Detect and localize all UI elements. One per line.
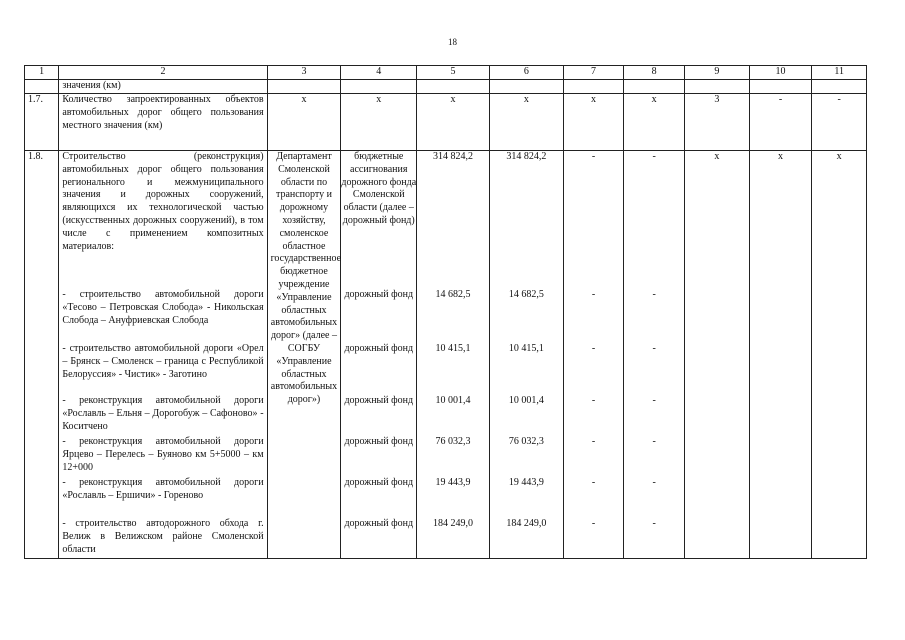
amount-value: 76 032,3 (435, 436, 471, 447)
cell-value: х (684, 151, 749, 559)
amount-total: 314 824,2 (506, 151, 547, 162)
funding-source-item: дорожный фонд (344, 436, 414, 447)
amount-value: - (591, 343, 596, 354)
amount-total: - (652, 151, 656, 162)
column-number: 3 (267, 66, 341, 80)
cell-value: - (812, 94, 867, 151)
subitem-description: - строительство автомобильной дороги «Орел – Брянск – Смоленск – граница с Республикой Белоруссия» - Чистик» - Заготино (62, 343, 264, 380)
table-row (25, 94, 867, 151)
amount-value: 19 443,9 (435, 477, 471, 488)
cell-value: х (267, 94, 341, 151)
amount-value: - (591, 518, 596, 529)
cell-value: х (563, 94, 624, 151)
executor: Департамент Смоленской области по транспорту и дорожному хозяйству, смоленское областное государственное бюджетное учреждение «Управление областных автомобильных дорог» (далее – СОГБУ «Управление областных автомобильных дорог») (267, 151, 341, 559)
column-number: 9 (684, 66, 749, 80)
funding-source-item: дорожный фонд (344, 477, 414, 488)
amount-value: 184 249,0 (506, 518, 547, 529)
amount-value: - (591, 477, 596, 488)
amount-total: 314 824,2 (433, 151, 474, 162)
amount-value: 14 682,5 (435, 289, 471, 300)
amount-value: - (652, 395, 656, 406)
row-description: Количество запроектированных объектов автомобильных дорог общего пользования местного значения (км) (59, 94, 267, 151)
subitem-description: - строительство автомобильной дороги «Тесово – Петровская Слобода» - Никольская Слобода – Ануфриевская Слобода (62, 289, 264, 326)
column-number: 2 (59, 66, 267, 80)
column-number: 8 (624, 66, 685, 80)
amount-value: 184 249,0 (433, 518, 474, 529)
amount-col8 (624, 151, 685, 559)
amount-value: 10 001,4 (508, 395, 544, 406)
funding-source-main: бюджетные ассигнования дорожного фонда Смоленской области (далее – дорожный фонд) (341, 151, 417, 226)
funding-source-item: дорожный фонд (344, 395, 414, 406)
amount-value: - (652, 343, 656, 354)
page-number: 18 (448, 37, 457, 47)
cell-value: х (624, 94, 685, 151)
amount-value: - (652, 436, 656, 447)
amount-value: 14 682,5 (508, 289, 544, 300)
subitem-description: - реконструкция автомобильной дороги «Рославль – Ершичи» - Гореново (62, 477, 264, 501)
amount-value: - (591, 289, 596, 300)
table-row (25, 151, 867, 559)
cell-value: х (489, 94, 563, 151)
row-number: 1.7. (25, 94, 59, 151)
funding-source (341, 151, 417, 559)
amount-value: 76 032,3 (508, 436, 544, 447)
column-number: 10 (749, 66, 812, 80)
subitem-description: - реконструкция автомобильной дороги «Рославль – Ельня – Дорогобуж – Сафоново» - Коситчено (62, 395, 264, 432)
amount-value: - (591, 395, 596, 406)
column-number: 11 (812, 66, 867, 80)
main-description: Строительство (реконструкция) автомобильных дорог общего пользования регионального и межмуниципального значения и дорожных сооружений, являющихся их технологической частью (искусственных дорожных сооружений), в том числе с применением композитных материалов: (62, 151, 264, 252)
program-table (24, 65, 867, 559)
column-number: 6 (489, 66, 563, 80)
column-number: 1 (25, 66, 59, 80)
row-number: 1.8. (25, 151, 59, 559)
cell-value: х (341, 94, 417, 151)
amount-col6 (489, 151, 563, 559)
amount-value: - (652, 477, 656, 488)
amount-value: 10 001,4 (435, 395, 471, 406)
amount-value: 19 443,9 (508, 477, 544, 488)
continued-text: значения (км) (59, 80, 267, 94)
funding-source-item: дорожный фонд (344, 343, 414, 354)
cell-value: 3 (684, 94, 749, 151)
subitem-description: - строительство автодорожного обхода г. Велиж в Велижском районе Смоленской области (62, 518, 264, 555)
amount-value: - (652, 518, 656, 529)
funding-source-item: дорожный фонд (344, 289, 414, 300)
funding-source-item: дорожный фонд (344, 518, 414, 529)
amount-value: - (591, 436, 596, 447)
column-number: 7 (563, 66, 624, 80)
subitem-description: - реконструкция автомобильной дороги Ярцево – Перелесь – Буяново км 5+5000 – км 12+000 (62, 436, 264, 473)
amount-col7 (563, 151, 624, 559)
amount-value: 10 415,1 (435, 343, 471, 354)
column-number: 4 (341, 66, 417, 80)
amount-value: - (652, 289, 656, 300)
cell-value: х (417, 94, 490, 151)
cell-value: - (749, 94, 812, 151)
cell-value: х (812, 151, 867, 559)
column-number-row (25, 66, 867, 80)
cell-value: х (749, 151, 812, 559)
amount-total: - (591, 151, 596, 162)
amount-value: 10 415,1 (508, 343, 544, 354)
table-row (25, 80, 867, 94)
amount-col5 (417, 151, 490, 559)
column-number: 5 (417, 66, 490, 80)
row-description (59, 151, 267, 559)
